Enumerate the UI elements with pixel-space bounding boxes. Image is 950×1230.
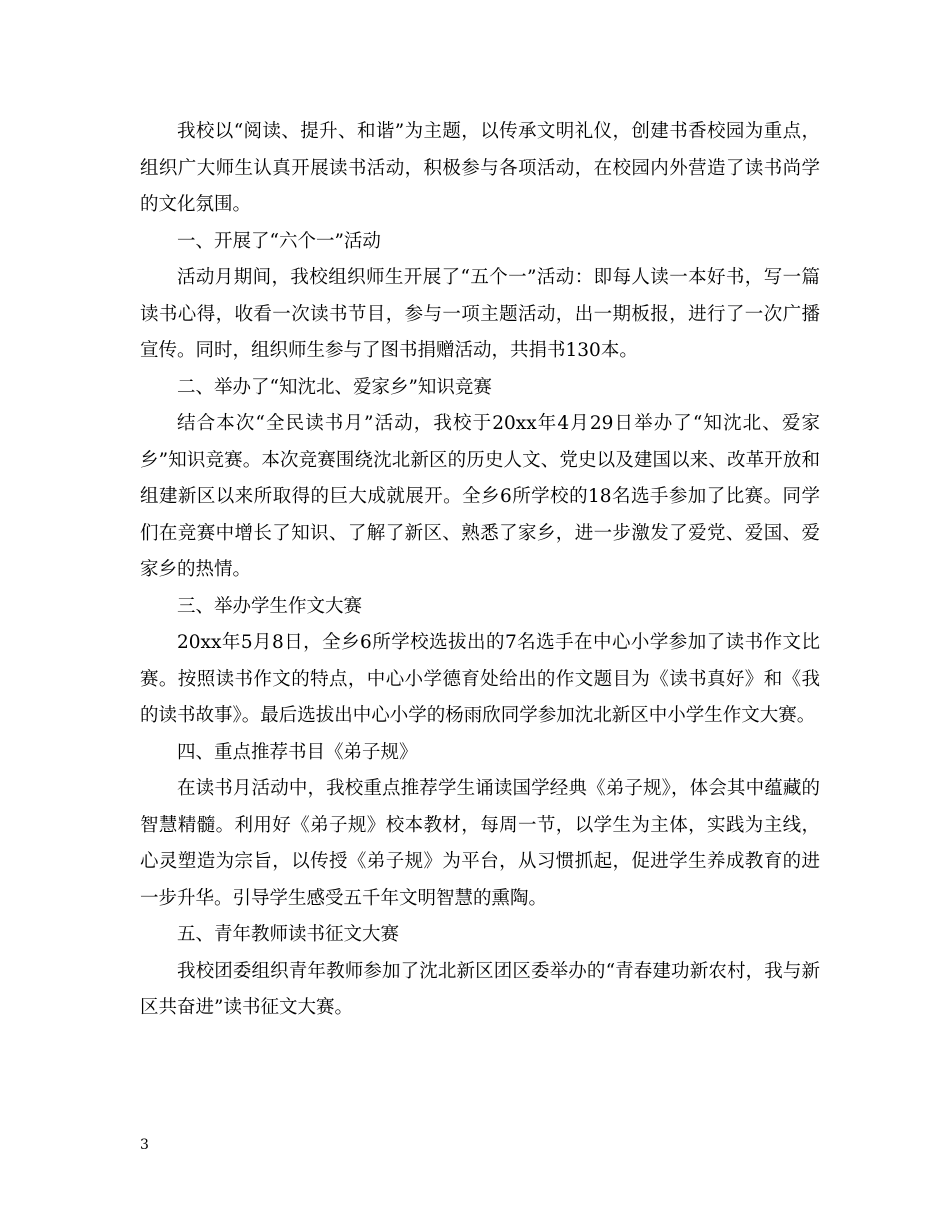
document-body: [140, 114, 820, 1027]
page-number: 3: [140, 1137, 149, 1153]
section-paragraph-4: 在读书月活动中，我校重点推荐学生诵读国学经典《弟子规》，体会其中蕴藏的智慧精髓。利用好《弟子规》校本教材，每周一节，以学生为主体，实践为主线，心灵塑造为宗旨，以传授《弟子规》为平台，从习惯抓起，促进学生养成教育的进一步升华。引导学生感受五千年文明智慧的熏陶。: [140, 778, 820, 909]
section-paragraph-1: 活动月期间，我校组织师生开展了“五个一”活动：即每人读一本好书，写一篇读书心得，收看一次读书节目，参与一项主题活动，出一期板报，进行了一次广播宣传。同时，组织师生参与了图书捐赠活动，共捐书130本。: [140, 267, 820, 361]
intro-paragraph: 我校以“阅读、提升、和谐”为主题，以传承文明礼仪，创建书香校园为重点，组织广大师生认真开展读书活动，积极参与各项活动，在校园内外营造了读书尚学的文化氛围。: [140, 121, 820, 215]
section-heading-3: 三、举办学生作文大赛: [177, 595, 363, 617]
section-paragraph-5: 我校团委组织青年教师参加了沈北新区团区委举办的“青春建功新农村，我与新区共奋进”读书征文大赛。: [140, 960, 820, 1018]
section-heading-5: 五、青年教师读书征文大赛: [177, 924, 400, 945]
section-heading-4: 四、重点推荐书目《弟子规》: [177, 741, 418, 763]
section-heading-2: 二、举办了“知沈北、爱家乡”知识竞赛: [177, 376, 492, 398]
section-heading-1: 一、开展了“六个一”活动: [177, 230, 381, 252]
section-paragraph-2: 结合本次“全民读书月”活动，我校于20xx年4月29日举办了“知沈北、爱家乡”知识竞赛。本次竞赛围绕沈北新区的历史人文、党史以及建国以来、改革开放和组建新区以来所取得的巨大成就展开。全乡6所学校的18名选手参加了比赛。同学们在竞赛中增长了知识、了解了新区、熟悉了家乡，进一步激发了爱党、爱国、爱家乡的热情。: [140, 413, 821, 580]
section-paragraph-3: 20xx年5月8日，全乡6所学校选拔出的7名选手在中心小学参加了读书作文比赛。按照读书作文的特点，中心小学德育处给出的作文题目为《读书真好》和《我的读书故事》。最后选拔出中心小学的杨雨欣同学参加沈北新区中小学生作文大赛。: [140, 632, 820, 726]
